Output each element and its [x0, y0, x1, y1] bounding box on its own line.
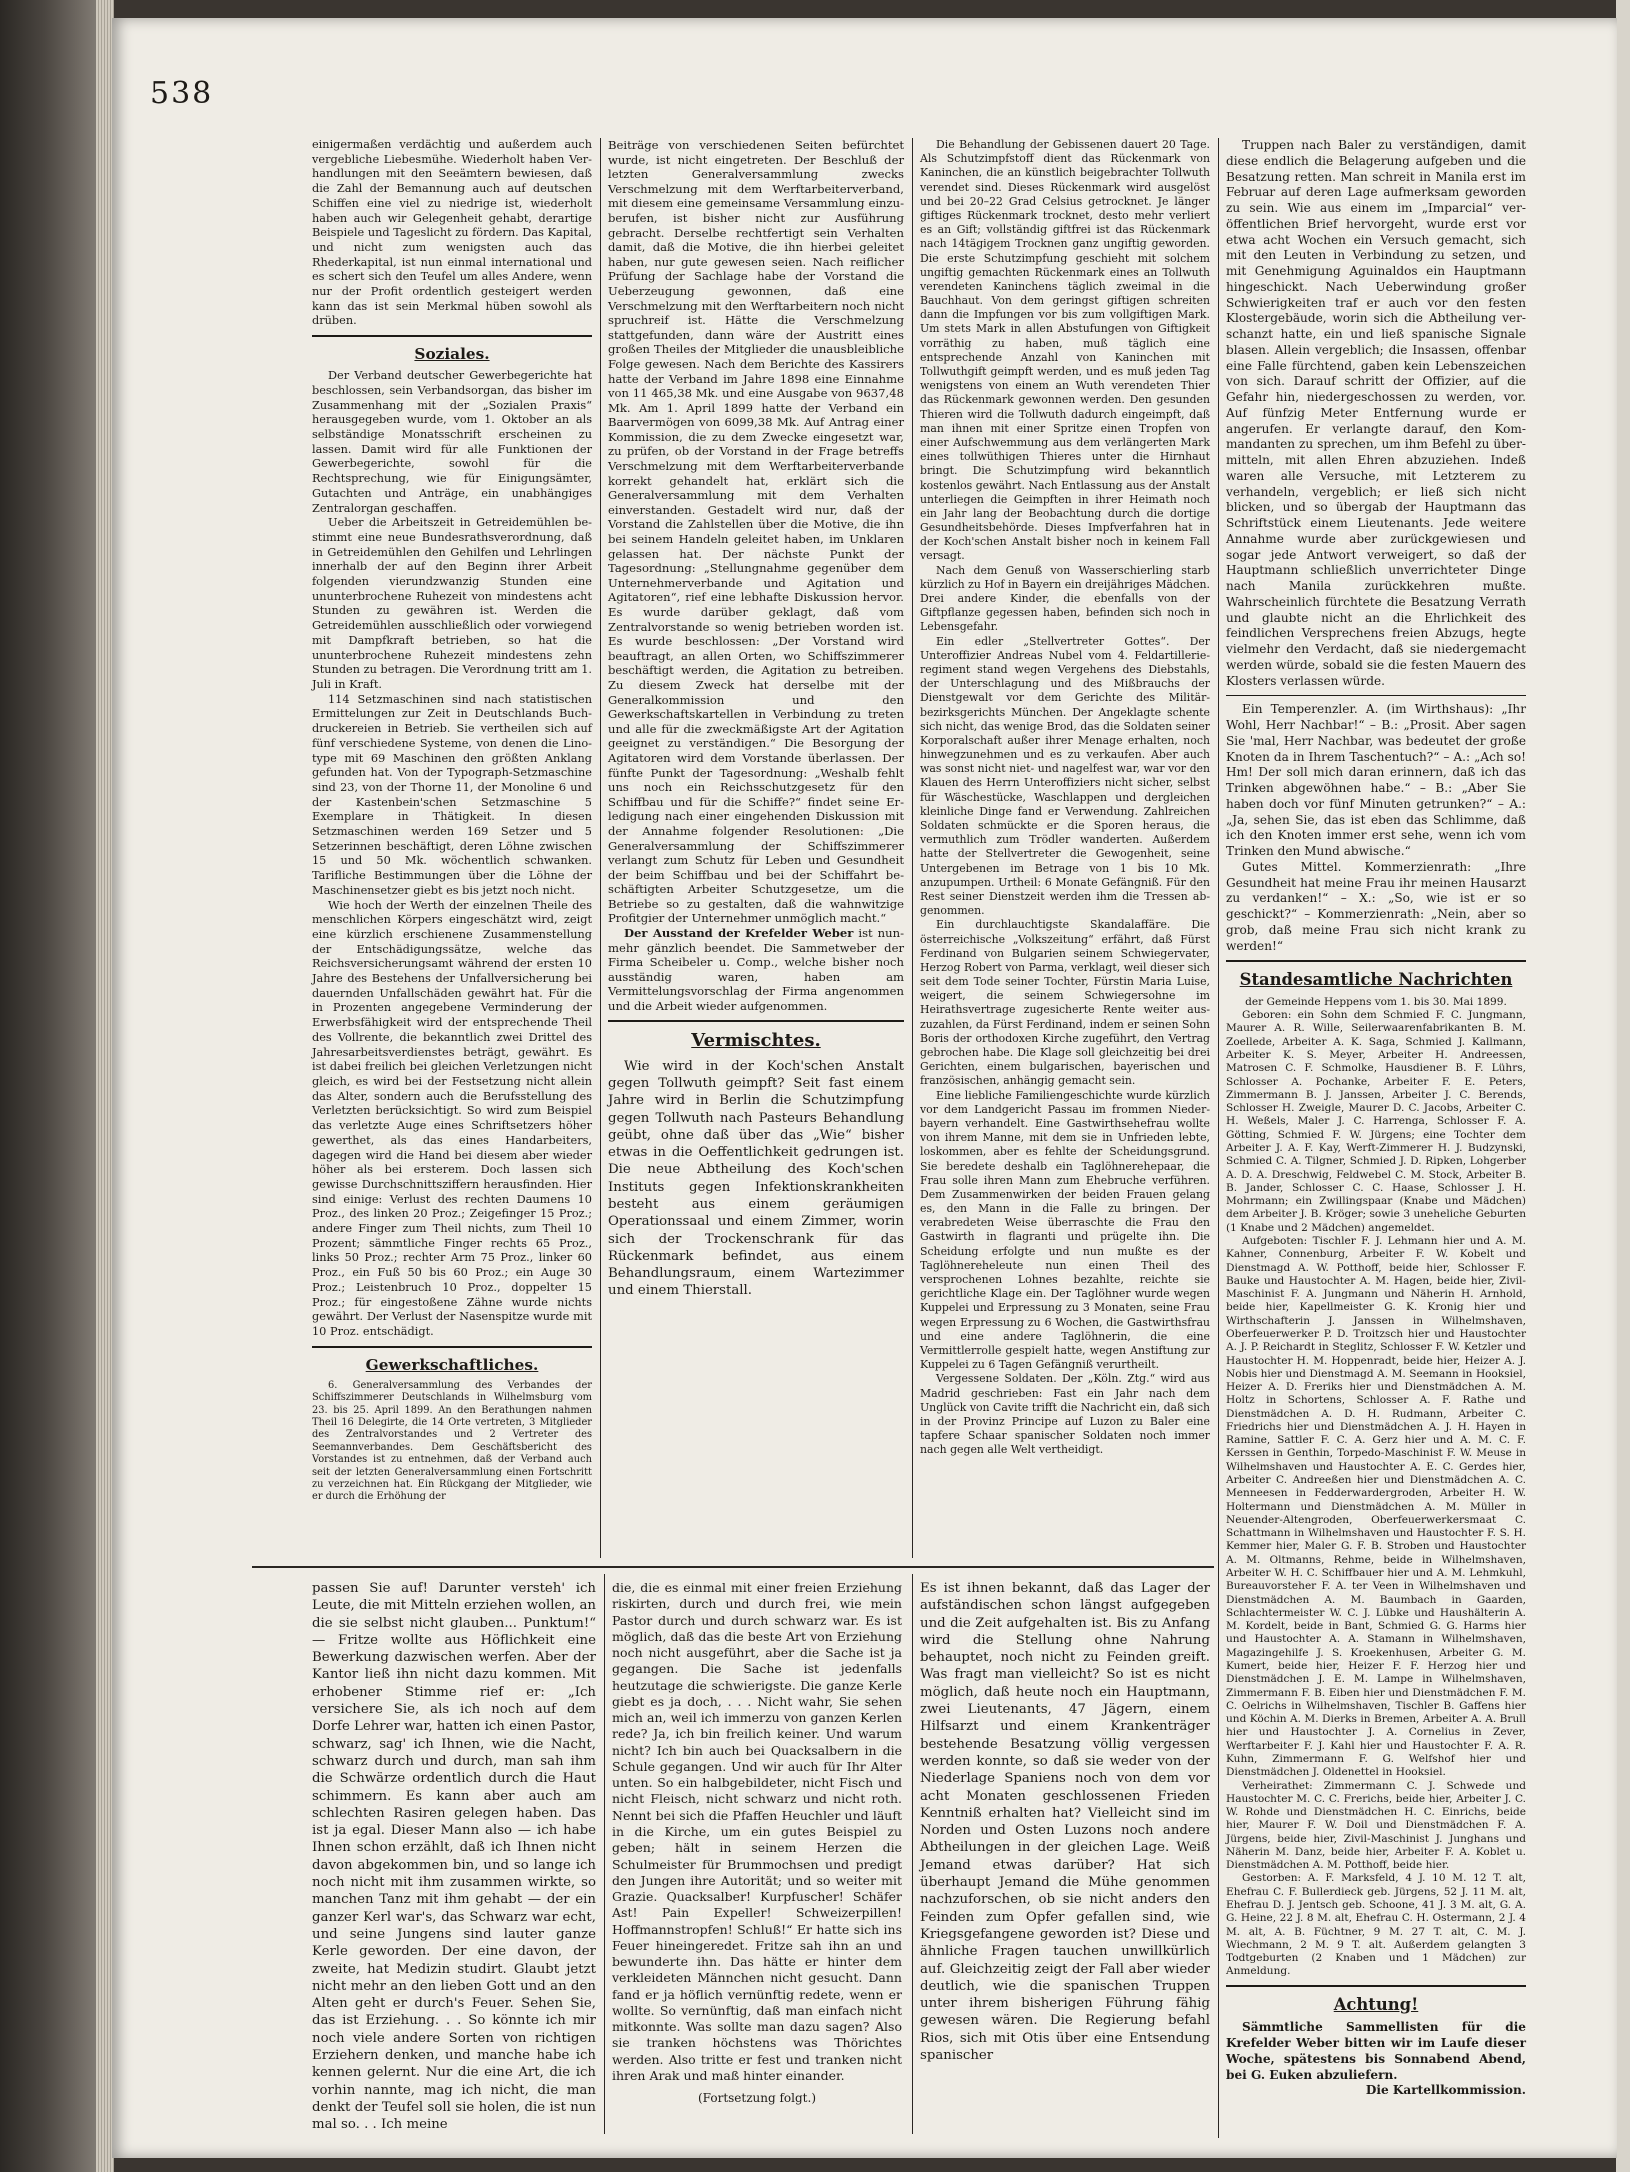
page-number: 538 [150, 76, 214, 111]
feuilleton-column-3 [920, 1580, 1210, 2064]
fortsetzung-note: (Fortsetzung folgt.) [698, 2091, 816, 2106]
column-3 [920, 138, 1210, 1457]
col3-para-1: Die Behandlung der Gebissenen dauert 20 Tage. Als Schutzimpfstoff dient das Rückenmark von Kaninchen, die an künstlich beigebrachter Tollwuth verendet sind. Dieses Rückenmark wird ausgelöst und bei 20–22 Grad Celsius getrocknet. Je länger giftiges Rückenmark trocknet, desto mehr verliert es an Gift; vollständig giftfrei ist das Rückenmark nach 14tägigem Trocknen ganz ungiftig geworden. Die erste Schutzimpfung geschieht mit solchem ungiftig gemachten Rückenmark eines an Tollwuth verendeten Kaninchens täglich zweimal in die Bauchhaut. Von dem geringst giftigen schreiten dann die Impfungen vor bis zum vollgiftigen Mark. Um stets Mark in allen Abstufungen von Giftigkeit vorräthig zu haben, muß täglich eine entsprechende Anzahl von Kaninchen mit Tollwuthgift geimpft werden, und es muß jeden Tag wenigstens von einem an Wuth verendeten Thier das Rückenmark gewonnen werden. Den gesunden Thieren wird die Tollwuth dadurch eingeimpft, daß man ihnen mit einer Spritze einen Tropfen von einer Aufschwemmung aus dem verlängerten Mark eines tollwüthigen Thieres unter die Hirnhaut bringt. Die Schutzimpfung wird bekanntlich kostenlos gewährt. Nach Entlassung aus der Anstalt unterliegen die Geimpften in ihrer Heimath noch ein Jahr lang der Beobachtung durch die dortige Gesundheitsbehörde. Dieses Impfverfahren hat in der Koch'schen Anstalt bisher noch in keinem Fall versagt. [920, 138, 1210, 563]
column-1 [312, 138, 592, 1504]
col1-para-1: einigermaßen verdächtig und außerdem auch vergebliche Liebesmühe. Wiederholt haben Verhandlungen mit den Seeämtern bewiesen, daß die Zahl der Bemannung auch auf deutschen Schiffen eine viel zu niedrige ist, wiederholt haben auch wir Gelegenheit gehabt, derartige Beispiele und Tageslicht zu fördern. Das Kapital, und nicht zum wenigsten auch das Rhederkapital, ist nun einmal international und es schert sich den Teufel um alles Andere, wenn nur der Profit ordentlich gesteigert werden kann das ist sein Merkmal hüben sowohl als drüben. [312, 138, 592, 328]
col4-para-3: Gutes Mittel. Kommerzienrath: „Ihre Gesundheit hat meine Frau ihr meinen Hausarzt zu verdanken!“ – X.: „So, wie ist er so geschickt?“ – Kommerzienrath: „Nein, aber so grob, daß meine Frau sich nicht krank zu werden!“ [1226, 859, 1526, 953]
column-rule [604, 1574, 605, 2134]
col1-para-2: Der Verband deutscher Gewerbegerichte hat beschlossen, sein Verbandsorgan, das bisher im Zusammenhang mit der „Sozialen Praxis“ herausgegeben wurde, vom 1. Oktober an als selbständige Monatsschrift erscheinen zu lassen. Damit wird für alle Funktionen der Gewerbegerichte, sowohl für die Rechtsprechung, wie für Einigungsämter, Gutachten und Anträge, ein unabhängiges Zentralorgan geschaffen. [312, 369, 592, 515]
heading-achtung: Achtung! [1333, 1994, 1419, 2014]
page-right-edge [1616, 0, 1630, 2172]
col4-para-2: Ein Temperenzler. A. (im Wirthshaus): „Ihr Wohl, Herr Nachbar!“ – B.: „Prosit. Aber sagen Sie 'mal, Herr Nachbar, was bedeutet der große Knoten da in Ihrem Taschentuch?“ – A.: „Ach so! Hm! Der soll mich daran erinnern, daß ich das Trinken abgewöhnen habe.“ – B.: „Aber Sie haben doch vor fünf Minuten getrunken?“ – A.: „Ja, sehen Sie, das ist eben das Schlimme, daß ich den Knoten immer erst sehe, wenn ich vom Trinken den Mund abwische.“ [1226, 702, 1526, 858]
column-rule [600, 138, 601, 1558]
col4-geboren: Geboren: ein Sohn dem Schmied F. C. Jungmann, Maurer A. R. Wille, Seilerwaarenfabrikanten B. M. Zoellede, Arbeiter A. K. Saga, Schmied J. Kallmann, Arbeiter K. S. Meyer, Arbeiter H. Andreessen, Matrosen C. F. Schmolke, Hausdiener B. F. Lührs, Schlosser A. Pochanke, Arbeiter F. E. Peters, Zimmermann B. J. Janssen, Arbeiter J. C. Berends, Schlosser H. Zweigle, Maurer D. C. Jacobs, Arbeiter C. H. Weßels, Maler J. C. Harrenga, Schlosser F. A. Götting, Schmied F. W. Jürgens; eine Tochter dem Arbeiter J. A. F. Kay, Werft-Zimmerer H. J. Budzynski, Schmied C. A. Tilgner, Schmied J. D. Ripken, Lohgerber A. D. A. Dreschwig, Feldwebel C. M. Stock, Arbeiter B. B. Jander, Schlosser C. C. Haase, Schlosser J. H. Mohrmann; ein Zwillingspaar (Knabe und Mädchen) dem Arbeiter J. B. Kröger; sowie 3 uneheliche Geburten (1 Knabe und 2 Mädchen) angemeldet. [1226, 1009, 1526, 1234]
col3-para-5: Eine liebliche Familiengeschichte wurde kürzlich vor dem Landgericht Passau im frommen Niederbayern verhandelt. Eine Gastwirthsehefrau wollte von ihrem Manne, mit dem sie in Unfrieden lebte, loskommen, aber es fehlte der Scheidungsgrund. Sie beredete deshalb ein Taglöhnerehepaar, die Frau solle ihren Mann zum Ehebruche verführen. Dem Zusammenwirken der beiden Frauen gelang es, den Mann in die Falle zu bringen. Der verabredeten Weise überraschte die Frau den Gastwirth in flagranti und prügelte ihn. Die Scheidung erfolgte und nun mußte es der Taglöhnereheleute nun einen Theil des versprochenen Lohnes bezahlte, reichte sie gerichtliche Klage ein. Der Taglöhner wurde wegen Kuppelei und Erpressung zu 3 Monaten, seine Frau wegen Erpressung zu 6 Wochen, die Gastwirthsfrau und eine andere Taglöhnerin, die eine Vermittlerrolle gespielt hatte, wegen Anstiftung zur Kuppelei zu 6 Tagen Gefängniß verurtheilt. [920, 1088, 1210, 1372]
feuilleton-rule [252, 1566, 1214, 1568]
heading-ausstand: Der Ausstand der Krefelder Weber [624, 926, 854, 941]
feuilleton-para-1: passen Sie auf! Darunter versteh' ich Leute, die mit Mitteln erziehen wollen, an die sie selbst nicht glauben... Punktum!“ — Fritze wollte aus Höflichkeit eine Bewerkung dazwischen werfen. Aber der Kantor ließ ihn nicht dazu kommen. Mit erhobener Stimme rief er: „Ich versichere Sie, als ich noch auf dem Dorfe Lehrer war, hatten ich einen Pastor, schwarz, sag' ich Ihnen, wie die Nacht, schwarz durch und durch, man sah ihm die Schwärze ordentlich durch die Haut schimmern. Es kann aber auch am schlechten Rasiren gelegen haben. Das ist ja egal. Dieser Mann also — ich habe Ihnen schon erzählt, daß ich Ihnen nicht davon abgekommen bin, und so lange ich noch nicht mit ihm zusammen wirkte, so manchen Tanz mit ihm gehabt — der ein ganzer Kerl war's, das Schwarz war echt, und seine Jungens sind lauter ganze Kerle geworden. Der eine davon, der zweite, hat Medizin studirt. Glaubt jetzt nicht mehr an den lieben Gott und an den Alten geht er durch's Feuer. Sehen Sie, das ist Erziehung. . . So könnte ich mir noch viele andere Sorten von richtigen Erziehern denken, und manche habe ich kennen gelernt. Nur die eine Art, die ich vorhin nannte, mag ich nicht, die man denkt der Teufel soll sie holen, die ist nun mal so. . . Ich meine [312, 1581, 597, 2133]
divider [1226, 695, 1526, 696]
feuilleton-para-2: die, die es einmal mit einer freien Erziehung riskirten, durch und durch frei, wie mein Pastor durch und durch schwarz war. Es ist möglich, daß das die beste Art von Erziehung noch nicht ausgeführt, aber die Sache ist ja gegangen. Die Sache ist jedenfalls heutzutage die schwierigste. Die ganze Kerle giebt es ja doch, . . . Nicht wahr, Sie sehen mich an, weil ich immerzu von ganzen Kerlen rede? Ja, ich bin freilich keiner. Und warum nicht? Ich bin auch bei Quacksalbern in die Schule gegangen. Und wir auch für Ihr Alter unten. So ein halbgebildeter, nicht Fisch und nicht Fleisch, nicht schwarz und nicht roth. Nennt bei sich die Pfaffen Heuchler und läuft in die Kirche, um ein gutes Beispiel zu geben; hält in seinem Herzen die Schulmeister für Brummochsen und predigt den Jungen ihre Autorität; und so weiter mit Grazie. Quacksalber! Kurpfuscher! Schäfer Ast! Pain Expeller! Schweizerpillen! Hoffmannstropfen! Schluß!“ Er hatte sich ins Feuer hineingeredet. Fritze sah ihn an und bewunderte ihn. Das hätte er hinter dem verkleideten Männchen nicht gesucht. Dann fand er ja höflich vernünftig redete, wenn er wollte. So vernünftig, daß man einfach nicht mitkonnte. Was sollte man dazu sagen? Also sie tranken höchstens was Thörichtes werden. Also tritte er fest und tranken nicht ihren Arak und maß hinter einander. [612, 1580, 902, 2083]
heading-gewerkschaftliches: Gewerkschaftliches. [365, 1355, 539, 1374]
column-2 [608, 138, 904, 1300]
feuilleton-column-1 [312, 1580, 596, 2134]
column-4 [1226, 138, 1526, 2099]
col2-ausstand-text: ist nunmehr gänzlich beendet. Die Sammetweber der Firma Scheibeler u. Comp., welche bisher noch ausständig waren, haben am Vermittelungsvorschlag der Firma angenommen und die Arbeit wieder aufgenommen. [608, 926, 904, 1014]
divider [312, 1346, 592, 1348]
col2-para-2 [608, 926, 904, 1014]
col4-gestorben: Gestorben: A. F. Marksfeld, 4 J. 10 M. 12 T. alt, Ehefrau C. F. Bullerdieck geb. Jürgens, 52 J. 11 M. alt, Ehefrau D. J. Jentsch geb. Schoone, 41 J. 3 M. alt, G. A. G. Heine, 22 J. 8 M. alt, Ehefrau C. H. Ostermann, 2 J. 4 M. alt, A. B. Füchtner, 9 M. 27 T. alt, C. M. J. Wiechmann, 2 M. 9 T. alt. Außerdem gelangten 3 Todtgeburten (2 Knaben und 1 Mädchen) zur Anmeldung. [1226, 1872, 1526, 1978]
heading-standesamt: Standesamtliche Nachrichten [1239, 970, 1513, 990]
column-rule [912, 1574, 913, 2134]
col3-para-4: Ein durchlauchtigste Skandalaffäre. Die österreichische „Volkszeitung“ erfährt, daß Fürst Ferdinand von Bulgarien seinem Schwiegervater, Herzog Robert von Parma, verklagt, weil dieser sich seit dem Tode seiner Tochter, Fürstin Maria Luise, weigert, die seinem Schwiegersohne im Heirathsvertrage zugesicherte Rente weiter auszuzahlen, da Fürst Ferdinand, indem er seinen Sohn Boris der orthodoxen Kirche zugeführt, den Vertrag gebrochen habe. Die Klage soll gleichzeitig bei drei Gerichten, einem bulgarischen, bayerischen und französischen, anhängig gemacht sein. [920, 918, 1210, 1088]
divider [608, 1020, 904, 1022]
col1-para-3: Ueber die Arbeitszeit in Getreidemühlen bestimmt eine neue Bundesrathsverordnung, daß in Getreidemühlen den Gehilfen und Lehrlingen innerhalb der auf den Beginn ihrer Arbeit folgenden vierundzwanzig Stunden eine ununterbrochene Ruhezeit von mindestens acht Stunden zu gewähren ist. Werden die Getreidemühlen ausschließlich oder vorwiegend mit Dampfkraft betrieben, so hat die ununterbrochene Ruhezeit mindestens zehn Stunden zu betragen. Die Verordnung tritt am 1. Juli in Kraft. [312, 516, 592, 691]
newspaper-page [112, 18, 1617, 2158]
col2-para-3: Wie wird in der Koch'schen Anstalt gegen Tollwuth geimpft? Seit fast einem Jahre wird in Berlin die Schutzimpfung gegen Tollwuth nach Pasteurs Behandlung geübt, ohne daß über das „Wie“ bisher etwas in die Oeffentlichkeit gedrungen ist. Die neue Abtheilung des Koch'schen Instituts gegen Infektionskrankheiten besteht aus einem geräumigen Operationssaal und einem Zimmer, worin sich der Trockenschrank für das Rückenmark befindet, aus einem Behandlungsraum, einem Wartezimmer und einem Thierstall. [608, 1058, 904, 1299]
divider [1226, 960, 1526, 962]
col2-para-1: Beiträge von verschiedenen Seiten befürchtet wurde, ist nicht eingetreten. Der Beschluß der letzten Generalversammlung zwecks Verschmelzung mit dem Werftarbeiterverband, mit diesem eine gemeinsame Versammlung einzuberufen, ist bisher nicht zur Ausführung gebracht. Derselbe rechtfertigt sein Verhalten damit, daß die Motive, die ihn hierbei geleitet haben, nur gute gewesen seien. Nach reiflicher Prüfung der Sachlage habe der Vorstand die Ueberzeugung gewonnen, daß eine Verschmelzung mit den Werftarbeitern noch nicht spruchreif ist. Hätte die Verschmelzung stattgefunden, dann wäre der Austritt eines großen Theiles der Mitglieder die unausbleibliche Folge gewesen. Nach dem Berichte des Kassirers hatte der Verband im Jahre 1898 eine Einnahme von 11 465,38 Mk. und eine Ausgabe von 9637,48 Mk. Am 1. April 1899 hatte der Verband ein Baarvermögen von 6099,38 Mk. Auf Antrag einer Kommission, die zu dem Zwecke eingesetzt war, zu prüfen, ob der Vorstand in der Frage betreffs Verschmelzung mit dem Werftarbeiterverbande korrekt gehandelt hat, erklärt sich die Generalversammlung mit dem Verhalten einverstanden. Gestadelt wird nur, daß der Vorstand die Zahlstellen über die Motive, die ihn bei seinem Handeln geleitet haben, im Unklaren gelassen hat. Der nächste Punkt der Tagesordnung: „Stellungnahme gegenüber dem Unternehmerverbande und Agitation und Agitatoren“, rief eine lebhafte Diskussion hervor. Es wurde darüber geklagt, daß vom Zentralvorstande so wenig betrieben worden ist. Es wurde beschlossen: „Der Vorstand wird beauftragt, an allen Orten, wo Schiffszimmerer beschäftigt werden, die Agitation zu betreiben. Zu diesem Zweck hat derselbe mit der Generalkommission und den Gewerkschaftskartellen in Verbindung zu treten und alle für die zweckmäßigste Art der Agitation geeignet zu verständigen.“ Die Besorgung der Agitatoren wird dem Vorstande überlassen. Der fünfte Punkt der Tagesordnung: „Weshalb fehlt uns noch ein Reichsschutzgesetz für den Schiffbau und für die Schiffe?“ findet seine Erledigung nach einer eingehenden Diskussion mit der Annahme folgender Resolutionen: „Die Generalversammlung der Schiffszimmerer verlangt zum Schutz für Leben und Gesundheit der beim Schiffbau und bei der Schiffahrt beschäftigten Arbeiter Schutzgesetze, um die Betriebe so zu gestalten, daß die wahnwitzige Profitgier der Unternehmer unmöglich macht.“ [608, 138, 904, 926]
feuilleton-column-2 [612, 1580, 902, 2107]
col1-para-6: 6. Generalversammlung des Verbandes der Schiffszimmerer Deutschlands in Wilhelmsburg vom 23. bis 25. April 1899. An den Berathungen nahmen Theil 16 Delegirte, die 14 Orte vertreten, 3 Mitglieder des Zentralvorstandes und 2 Vertreter des Seemannverbandes. Dem Geschäftsbericht des Vorstandes ist zu entnehmen, daß der Verband auch seit der letzten Generalversammlung einen Fortschritt zu verzeichnen hat. Ein Rückgang der Mitglieder, wie er durch die Erhöhung der [312, 1379, 592, 1503]
col1-para-5: Wie hoch der Werth der einzelnen Theile des menschlichen Körpers eingeschätzt wird, zeigt eine kürzlich erschienene Zusammenstellung der Entschädigungssätze, welche das Reichsversicherungsamt während der ersten 10 Jahre des Bestehens der Unfallversicherung bei dauernden Unfallschäden gewährt hat. Für die in Prozenten angegebene Verminderung der Erwerbsfähigkeit wird der entsprechende Theil des Vollrente, die bekanntlich zwei Drittel des Jahresarbeitsverdienstes beträgt, gewährt. Es ist dabei freilich bei gleichen Verletzungen nicht gleich, es wird bei der Festsetzung nicht allein das Alter, sondern auch die Berufsstellung des Verletzten berücksichtigt. So wird zum Beispiel das verletzte Auge eines Schriftsetzers höher gewerthet, als das eines Handarbeiters, dagegen wird die Hand bei diesem aber wieder höher als bei ersterem. Doch lassen sich gewisse Durchschnittsziffern herausfinden. Hier sind einige: Verlust des rechten Daumens 10 Proz., des linken 20 Proz.; Zeigefinger 15 Proz.; andere Finger zum Theil nichts, zum Theil 10 Prozent; sämmtliche Finger rechts 65 Proz., links 50 Proz.; rechter Arm 75 Proz., linker 60 Proz., ein Fuß 50 bis 60 Proz.; ein Auge 30 Proz.; Leistenbruch 10 Proz., doppelter 15 Proz.; für eingestoßene Zähne wurde nichts gewährt. Der Verlust der Nasenspitze wurde mit 10 Proz. entschädigt. [312, 898, 592, 1338]
col1-para-4: 114 Setzmaschinen sind nach statistischen Ermittelungen zur Zeit in Deutschlands Buchdruckereien in Betrieb. Sie vertheilen sich auf fünf verschiedene Systeme, von denen die Linotype mit 69 Maschinen den größten Anklang gefunden hat. Von der Typograph-Setzmaschine sind 23, von der Thorne 11, der Monoline 6 und der Kastenbein'schen Setzmaschine 5 Exemplare in Thätigkeit. In diesen Setzmaschinen werden 169 Setzer und 5 Setzerinnen beschäftigt, deren Löhne zwischen 15 und 50 Mk. wöchentlich schwanken. Tarifliche Bestimmungen über die Löhne der Maschinensetzer giebt es bis jetzt noch nicht. [312, 692, 592, 897]
feuilleton-para-3: Es ist ihnen bekannt, daß das Lager der aufständischen schon längst aufgegeben und die Zeit aufgehalten ist. Bis zu Anfang wird die Stellung ohne Nahrung behauptet, noch nicht zu Feinden greift. Was fragt man vielleicht? So ist es nicht möglich, daß heute noch ein Hauptmann, zwei Lieutenants, 47 Jägern, einem Hilfsarzt und einem Krankenträger bestehende Besatzung völlig vergessen werden konnte, so daß sie weder von der Niederlage Spaniens noch von dem vor acht Monaten geschlossenen Frieden Kenntniß erhalten hat? Vielleicht sind im Norden und Osten Luzons noch andere Abtheilungen in der gleichen Lage. Weiß Jemand etwas darüber? Hat sich überhaupt Jemand die Mühe genommen nachzuforschen, ob sie nicht anders den Feinden zum Opfer gefallen sind, wie Kriegsgefangene geworden ist? Diese und ähnliche Fragen tauchen unwillkürlich auf. Gleichzeitig zeigt der Fall aber wieder deutlich, wie die spanischen Truppen unter ihrem bisherigen Führung fähig gewesen wären. Die Regierung befahl Rios, sich mit Otis über eine Entsendung spanischer [920, 1581, 1210, 2064]
col3-para-6: Vergessene Soldaten. Der „Köln. Ztg.“ wird aus Madrid geschrieben: Fast ein Jahr nach dem Unglück von Cavite trifft die Nachricht ein, daß sich in der Provinz Principe auf Luzon zu Baler eine tapfere Schaar spanischer Soldaten noch immer nach gegen alle Welt vertheidigt. [920, 1372, 1210, 1457]
col4-aufgeboten: Aufgeboten: Tischler F. J. Lehmann hier und A. M. Kahner, Connenburg, Arbeiter F. W. Kobelt und Dienstmagd A. W. Potthoff, beide hier, Schlosser F. Bauke und Haustochter A. M. Hagen, beide hier, Zivil-Maschinist F. A. Jungmann und Näherin H. Arnhold, beide hier, Kapellmeister G. K. Kronig hier und Wirthschafterin J. Janssen in Wilhelmshaven, Oberfeuerwerker P. D. Troitzsch hier und Haustochter A. J. P. Reichardt in Steglitz, Schlosser F. W. Ketzler und Haustochter H. M. Hoppenradt, beide hier, Heizer A. J. Nobis hier und Dienstmagd A. M. Seemann in Hooksiel, Heizer A. D. Freriks hier und Dienstmädchen A. M. Holtz in Schortens, Schlosser A. F. Rathe und Dienstmädchen A. D. H. Rudmann, Arbeiter C. Friedrichs hier und Dienstmädchen A. J. H. Hayen in Ramine, Sattler F. C. A. Gerz hier und A. M. C. F. Kerssen in Genthin, Torpedo-Maschinist F. W. Meuse in Wilhelmshaven und Haustochter A. E. C. Gerdes hier, Arbeiter C. Andreeßen hier und Dienstmädchen A. C. Menneesen in Fedderwardergroden, Arbeiter H. W. Holtermann und Dienstmädchen A. M. Müller in Neuender-Altengroden, Oberfeuerwerkersmaat C. Schattmann in Wilhelmshaven und Haustochter F. S. H. Kemmer hier, Maler G. F. B. Stroben und Haustochter A. M. Oltmanns, Rehme, beide in Wilhelmshaven, Arbeiter W. H. C. Schiffbauer hier und A. M. Lehmkuhl, Bureauvorsteher F. A. ter Veen in Wilhelmshaven und Dienstmädchen A. M. Baumbach in Gaarden, Schlachtermeister W. C. J. Lübke und Haushälterin A. M. Kordelt, beide in Bant, Schmied G. G. Harms hier und Haustochter A. A. Stamann in Wilhelmshaven, Magazingehilfe J. S. Kroekenhusen, Arbeiter G. M. Kumert, beide hier, Heizer F. F. Herzog hier und Dienstmädchen J. E. M. Lampe in Wilhelmshaven, Zimmermann F. B. Eiben hier und Dienstmädchen F. M. C. Oelrichs in Wilhelmshaven, Tischler B. Gaffens hier und Köchin A. M. Dierks in Bremen, Arbeiter A. A. Brull hier und Haustochter J. A. Cornelius in Zever, Werftarbeiter F. J. Kahl hier und Haustochter F. A. R. Kuhn, Zimmermann F. G. Welfshof hier und Dienstmädchen J. Oldenettel in Hooksiel. [1226, 1234, 1526, 1779]
signature: Die Kartellkommission. [1365, 2083, 1526, 2098]
column-rule [1218, 138, 1219, 2138]
standesamt-subtitle: der Gemeinde Heppens vom 1. bis 30. Mai 1899. [1245, 995, 1507, 1008]
heading-vermischtes: Vermischtes. [691, 1029, 821, 1051]
heading-soziales: Soziales. [414, 345, 490, 364]
col4-para-1: Truppen nach Baler zu verständigen, damit diese endlich die Belagerung aufgeben und die Besatzung retten. Man schreit in Manila erst im Februar auf deren Lage aufmerksam geworden zu sein. Wie aus einem im „Imparcial“ veröffentlichen Brief hervorgeht, wurde erst vor etwa acht Wochen ein Versuch gemacht, sich mit den Leuten in Verbindung zu setzen, und mit Genehmigung Aguinaldos ein Hauptmann hingeschickt. Nach Ueberwindung großer Schwierigkeiten traf er auch vor den festen Klostergebäude, worin sich die Abtheilung verschanzt hatte, ein und ließ spanische Signale blasen. Allein vergeblich; die Insassen, offenbar eine Falle fürchtend, gaben kein Lebenszeichen von sich. Darauf schritt der Offizier, auf die Gefahr hin, niedergeschossen zu werden, vor. Auf fünfzig Meter Entfernung wurde er angerufen. Er verlangte darauf, den Kommandanten zu sprechen, um ihm Befehl zu übermitteln, mit allen Ehren abzuziehen. Indeß waren alle Versuche, mit Letzterem zu verhandeln, vergeblich; er ließ sich nicht blicken, und so übergab der Hauptmann das Schriftstück einem Lieutenants. Jede weitere Annahme wurde aber zurückgewiesen und sogar jede Antwort verweigert, so daß der Hauptmann schließlich unverrichteter Dinge nach Manila zurückkehren mußte. Wahrscheinlich fürchtete die Besatzung Verrath und glaubte nicht an die Ehrlichkeit des feindlichen Versprechens freien Abzugs, hegte vielmehr den Verdacht, daß sie niedergemacht werden würde, sobald sie die festen Mauern des Klosters verlassen würde. [1226, 138, 1526, 688]
divider [312, 335, 592, 337]
col3-para-2: Nach dem Genuß von Wasserschierling starb kürzlich zu Hof in Bayern ein dreijähriges Mädchen. Drei andere Kinder, die ebenfalls von der Giftpflanze gegessen haben, befinden sich noch in Lebensgefahr. [920, 563, 1210, 634]
col3-para-3: Ein edler „Stellvertreter Gottes“. Der Unteroffizier Andreas Nubel vom 4. Feldartillerieregiment stand wegen Vergehens des Diebstahls, der Unterschlagung und des Mißbrauchs der Dienstgewalt vor dem Gerichte des Militärbezirksgerichts München. Der Angeklagte schente sich nicht, das wenige Brod, das die Soldaten seiner Korporalschaft außer ihrer Menage erhalten, noch hinwegzunehmen und es zu verkaufen. Aber auch was sonst nicht niet- und nagelfest war, war vor den Klauen des Herrn Unteroffiziers nicht sicher, selbst für Wäschestücke, Waschlappen und dergleichen kleinliche Dinge fand er Verwendung. Zahlreichen Soldaten schmückte er die Sporen heraus, die vermuthlich zum Trödler wanderten. Außerdem hatte der Stellvertreter die Gewogenheit, seine Untergebenen im Betrage von 1 bis 10 Mk. anzupumpen. Urtheil: 6 Monate Gefängniß. Für den Rest seiner Dienstzeit werden ihm die Tressen abgenommen. [920, 634, 1210, 918]
book-binding [0, 0, 110, 2172]
col4-verheirathet: Verheirathet: Zimmermann C. J. Schwede und Haustochter M. C. C. Frerichs, beide hier, Arbeiter J. C. W. Rohde und Dienstmädchen H. C. Einrichs, beide hier, Maurer F. W. Doil und Dienstmädchen F. A. Jürgens, beide hier, Zivil-Maschinist J. Junghans und Näherin M. Danz, beide hier, Arbeiter F. A. Koblet u. Dienstmädchen A. M. Potthoff, beide hier. [1226, 1779, 1526, 1872]
divider [1226, 1985, 1526, 1987]
col4-achtung-text: Sämmtliche Sammellisten für die Krefelder Weber bitten wir im Laufe dieser Woche, spätestens bis Sonnabend Abend, bei G. Euken abzuliefern. [1226, 2020, 1526, 2082]
column-rule [912, 138, 913, 1558]
